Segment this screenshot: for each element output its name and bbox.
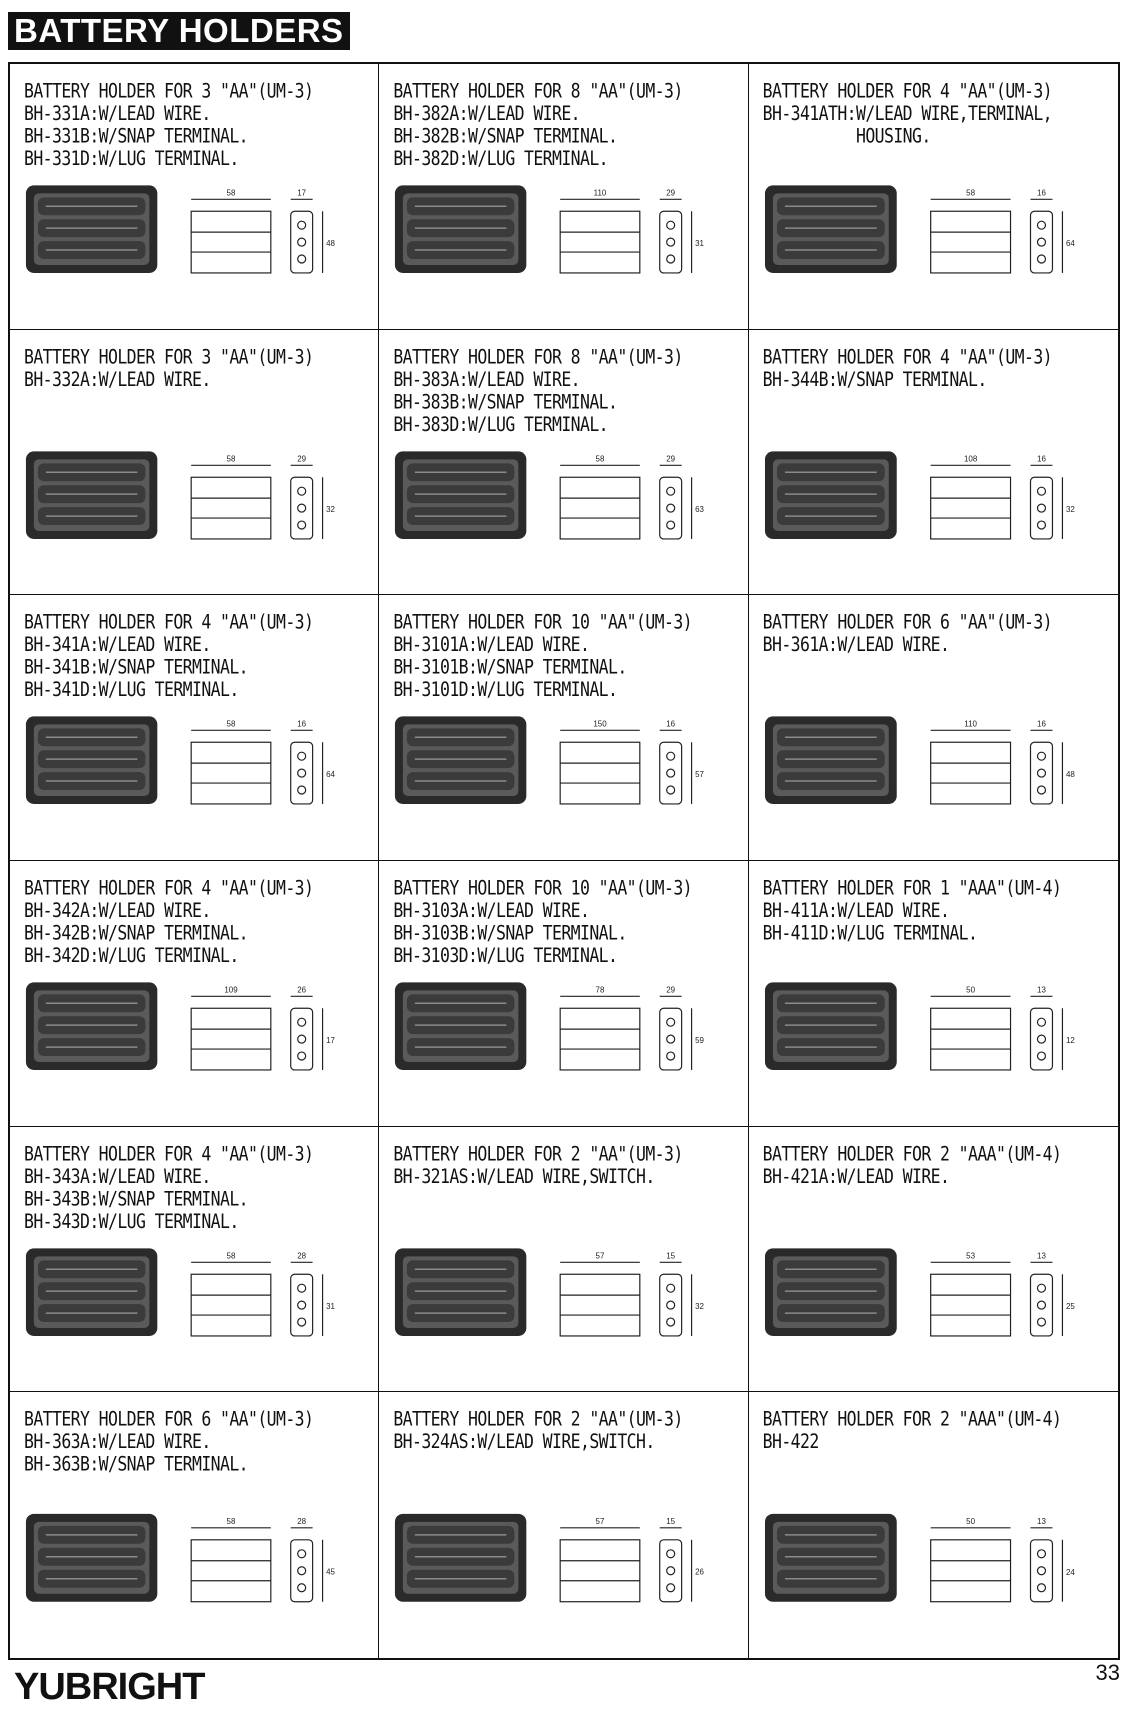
dimension-label: 59: [695, 1036, 705, 1046]
dimension-drawing: [191, 996, 322, 1070]
product-illustration: [10, 64, 378, 329]
dimension-label: 50: [965, 1517, 975, 1527]
description-line: BH-343B:W/SNAP TERMINAL.: [24, 1187, 249, 1210]
description-line: BH-3103D:W/LUG TERMINAL.: [393, 944, 618, 967]
product-illustration: [749, 64, 1118, 329]
holder-photo: [395, 982, 526, 1070]
dimension-label: 13: [1036, 985, 1046, 995]
holder-photo: [26, 1248, 157, 1336]
description-line: BH-382A:W/LEAD WIRE.: [393, 102, 581, 125]
dimension-label: 58: [226, 1250, 236, 1260]
description-line: BATTERY HOLDER FOR 3 "AA"(UM-3): [24, 345, 314, 369]
holder-photo: [395, 1248, 526, 1336]
description-line: BH-3103A:W/LEAD WIRE.: [393, 899, 590, 922]
dimension-label: 15: [666, 1250, 676, 1260]
dimension-label: 78: [595, 985, 605, 995]
description-line: BH-342B:W/SNAP TERMINAL.: [24, 921, 249, 945]
description-line: BH-361A:W/LEAD WIRE.: [762, 633, 950, 657]
dimension-label: 58: [226, 188, 236, 198]
dimension-label: 29: [666, 188, 676, 198]
product-cell: [10, 595, 379, 861]
brand-footer: YUBRIGHT: [14, 1666, 205, 1708]
holder-photo: [765, 982, 897, 1070]
description-line: BATTERY HOLDER FOR 8 "AA"(UM-3): [393, 80, 683, 103]
description-line: BH-321AS:W/LEAD WIRE,SWITCH.: [393, 1165, 655, 1188]
dimension-drawing: [930, 1262, 1062, 1336]
description-line: BH-342D:W/LUG TERMINAL.: [24, 944, 239, 967]
dimension-label: 29: [666, 453, 676, 463]
dimension-label: 31: [326, 1301, 335, 1311]
product-cell: [749, 595, 1118, 861]
description-line: BH-342A:W/LEAD WIRE.: [24, 899, 211, 922]
description-line: BH-3101A:W/LEAD WIRE.: [393, 633, 590, 657]
product-illustration: [10, 330, 378, 595]
description-line: BH-421A:W/LEAD WIRE.: [762, 1165, 950, 1188]
dimension-label: 150: [593, 719, 607, 729]
description-line: BATTERY HOLDER FOR 1 "AAA"(UM-4): [762, 876, 1062, 900]
dimension-label: 12: [1065, 1036, 1075, 1046]
description-line: HOUSING.: [762, 124, 931, 148]
product-cell: [749, 1392, 1118, 1658]
product-cell: [379, 64, 748, 330]
dimension-label: 16: [666, 719, 676, 729]
description-line: BH-363A:W/LEAD WIRE.: [24, 1430, 211, 1454]
dimension-label: 48: [326, 239, 335, 249]
description-line: BH-3103B:W/SNAP TERMINAL.: [393, 921, 627, 945]
dimension-label: 29: [297, 453, 307, 463]
description-line: BATTERY HOLDER FOR 10 "AA"(UM-3): [393, 876, 693, 900]
description-line: BH-3101D:W/LUG TERMINAL.: [393, 678, 618, 702]
description-line: BH-382D:W/LUG TERMINAL.: [393, 147, 609, 170]
dimension-label: 110: [963, 719, 977, 729]
dimension-label: 17: [326, 1036, 335, 1046]
product-cell: [379, 1392, 748, 1658]
dimension-label: 64: [326, 770, 335, 780]
product-illustration: [379, 1127, 747, 1392]
description-line: BATTERY HOLDER FOR 4 "AA"(UM-3): [24, 1142, 314, 1166]
dimension-label: 15: [666, 1517, 676, 1527]
product-illustration: [379, 1392, 747, 1658]
holder-photo: [395, 717, 526, 805]
product-cell: [749, 330, 1118, 596]
dimension-drawing: [930, 996, 1062, 1070]
dimension-drawing: [191, 1528, 322, 1602]
description-line: BH-422: [762, 1430, 819, 1454]
description-line: BH-343A:W/LEAD WIRE.: [24, 1165, 211, 1188]
dimension-label: 16: [1036, 188, 1046, 198]
product-grid: [8, 62, 1120, 1660]
dimension-label: 17: [297, 188, 307, 198]
holder-photo: [26, 451, 157, 539]
dimension-drawing: [561, 996, 692, 1070]
holder-photo: [395, 1514, 526, 1602]
dimension-label: 58: [226, 719, 236, 729]
description-line: BATTERY HOLDER FOR 2 "AAA"(UM-4): [762, 1142, 1062, 1166]
dimension-drawing: [930, 465, 1062, 539]
holder-photo: [395, 185, 526, 273]
product-cell: [10, 1127, 379, 1393]
product-cell: [379, 595, 748, 861]
dimension-label: 58: [595, 453, 605, 463]
dimension-drawing: [191, 465, 322, 539]
dimension-label: 45: [326, 1568, 335, 1578]
dimension-drawing: [930, 199, 1062, 273]
holder-photo: [765, 1248, 897, 1336]
page-number: 33: [1095, 1660, 1120, 1685]
product-cell: [379, 330, 748, 596]
product-illustration: [10, 595, 378, 860]
dimension-label: 16: [297, 719, 307, 729]
dimension-label: 31: [695, 239, 705, 249]
description-line: BH-411D:W/LUG TERMINAL.: [762, 921, 978, 945]
dimension-label: 58: [965, 188, 975, 198]
dimension-label: 13: [1036, 1517, 1046, 1527]
description-line: BH-331D:W/LUG TERMINAL.: [24, 147, 239, 170]
holder-photo: [765, 717, 897, 805]
product-illustration: [749, 595, 1118, 860]
dimension-label: 26: [695, 1568, 705, 1578]
holder-photo: [26, 185, 157, 273]
dimension-label: 25: [1065, 1301, 1075, 1311]
description-line: BH-341ATH:W/LEAD WIRE,TERMINAL,: [762, 102, 1053, 125]
dimension-drawing: [561, 199, 692, 273]
dimension-drawing: [191, 731, 322, 805]
dimension-label: 29: [666, 985, 676, 995]
description-line: BH-383B:W/SNAP TERMINAL.: [393, 390, 618, 413]
product-illustration: [379, 861, 747, 1126]
dimension-label: 48: [1065, 770, 1075, 780]
description-line: BATTERY HOLDER FOR 4 "AA"(UM-3): [762, 345, 1053, 369]
product-illustration: [379, 64, 747, 329]
dimension-label: 58: [226, 1517, 236, 1527]
description-line: BH-363B:W/SNAP TERMINAL.: [24, 1453, 249, 1476]
product-cell: [749, 861, 1118, 1127]
description-line: BATTERY HOLDER FOR 6 "AA"(UM-3): [24, 1408, 314, 1431]
dimension-drawing: [930, 731, 1062, 805]
product-illustration: [10, 1127, 378, 1392]
description-line: BATTERY HOLDER FOR 10 "AA"(UM-3): [393, 611, 693, 634]
dimension-label: 16: [1036, 454, 1046, 463]
holder-photo: [26, 1514, 157, 1602]
description-line: BATTERY HOLDER FOR 4 "AA"(UM-3): [24, 876, 314, 900]
dimension-label: 57: [595, 1517, 605, 1527]
description-line: BH-331B:W/SNAP TERMINAL.: [24, 124, 249, 148]
description-line: BATTERY HOLDER FOR 2 "AAA"(UM-4): [762, 1408, 1062, 1431]
product-cell: [10, 861, 379, 1127]
dimension-drawing: [561, 1528, 692, 1602]
product-illustration: [379, 595, 747, 860]
description-line: BH-341D:W/LUG TERMINAL.: [24, 678, 239, 702]
dimension-label: 50: [965, 985, 975, 995]
description-line: BATTERY HOLDER FOR 8 "AA"(UM-3): [393, 345, 683, 369]
dimension-label: 108: [963, 454, 977, 463]
product-cell: [379, 861, 748, 1127]
dimension-label: 28: [297, 1517, 307, 1527]
dimension-label: 58: [226, 453, 236, 463]
dimension-label: 16: [1036, 719, 1046, 729]
dimension-label: 57: [595, 1250, 605, 1260]
product-illustration: [749, 330, 1118, 595]
product-cell: [10, 1392, 379, 1658]
product-illustration: [749, 1127, 1118, 1392]
dimension-label: 32: [1065, 504, 1075, 514]
dimension-label: 64: [1065, 239, 1075, 249]
product-illustration: [749, 1392, 1118, 1658]
page-title: BATTERY HOLDERS: [8, 12, 350, 50]
dimension-label: 13: [1036, 1251, 1046, 1260]
dimension-drawing: [930, 1528, 1062, 1602]
dimension-drawing: [191, 199, 322, 273]
product-cell: [749, 1127, 1118, 1393]
description-line: BATTERY HOLDER FOR 4 "AA"(UM-3): [762, 80, 1053, 103]
description-line: BH-344B:W/SNAP TERMINAL.: [762, 368, 987, 391]
description-line: BATTERY HOLDER FOR 2 "AA"(UM-3): [393, 1142, 683, 1166]
product-illustration: [10, 1392, 378, 1658]
description-line: BH-343D:W/LUG TERMINAL.: [24, 1209, 239, 1233]
description-line: BH-324AS:W/LEAD WIRE,SWITCH.: [393, 1430, 655, 1454]
description-line: BATTERY HOLDER FOR 2 "AA"(UM-3): [393, 1408, 683, 1431]
dimension-label: 28: [297, 1250, 307, 1260]
holder-photo: [765, 1514, 897, 1602]
product-cell: [379, 1127, 748, 1393]
description-line: BATTERY HOLDER FOR 3 "AA"(UM-3): [24, 80, 314, 103]
dimension-label: 63: [695, 504, 705, 514]
dimension-label: 109: [224, 985, 238, 995]
holder-photo: [765, 185, 897, 273]
description-line: BH-341A:W/LEAD WIRE.: [24, 633, 211, 657]
description-line: BH-332A:W/LEAD WIRE.: [24, 368, 211, 391]
dimension-label: 32: [326, 504, 335, 514]
dimension-label: 53: [965, 1251, 975, 1260]
description-line: BH-382B:W/SNAP TERMINAL.: [393, 124, 618, 148]
product-cell: [749, 64, 1118, 330]
description-line: BH-341B:W/SNAP TERMINAL.: [24, 656, 249, 679]
dimension-drawing: [561, 731, 692, 805]
product-illustration: [379, 330, 747, 595]
product-cell: [10, 330, 379, 596]
description-line: BH-411A:W/LEAD WIRE.: [762, 899, 950, 922]
dimension-drawing: [561, 465, 692, 539]
description-line: BH-383A:W/LEAD WIRE.: [393, 368, 581, 391]
dimension-drawing: [191, 1262, 322, 1336]
description-line: BH-383D:W/LUG TERMINAL.: [393, 412, 609, 436]
dimension-label: 110: [593, 188, 607, 198]
dimension-drawing: [561, 1262, 692, 1336]
dimension-label: 32: [695, 1301, 705, 1311]
dimension-label: 57: [695, 770, 705, 780]
holder-photo: [26, 717, 157, 805]
description-line: BATTERY HOLDER FOR 4 "AA"(UM-3): [24, 611, 314, 634]
description-line: BATTERY HOLDER FOR 6 "AA"(UM-3): [762, 611, 1053, 634]
holder-photo: [26, 982, 157, 1070]
product-cell: [10, 64, 379, 330]
product-illustration: [10, 861, 378, 1126]
product-illustration: [749, 861, 1118, 1126]
description-line: BH-331A:W/LEAD WIRE.: [24, 102, 211, 125]
dimension-label: 24: [1065, 1568, 1075, 1578]
holder-photo: [395, 451, 526, 539]
dimension-label: 26: [297, 985, 307, 995]
holder-photo: [765, 451, 897, 539]
description-line: BH-3101B:W/SNAP TERMINAL.: [393, 656, 627, 679]
